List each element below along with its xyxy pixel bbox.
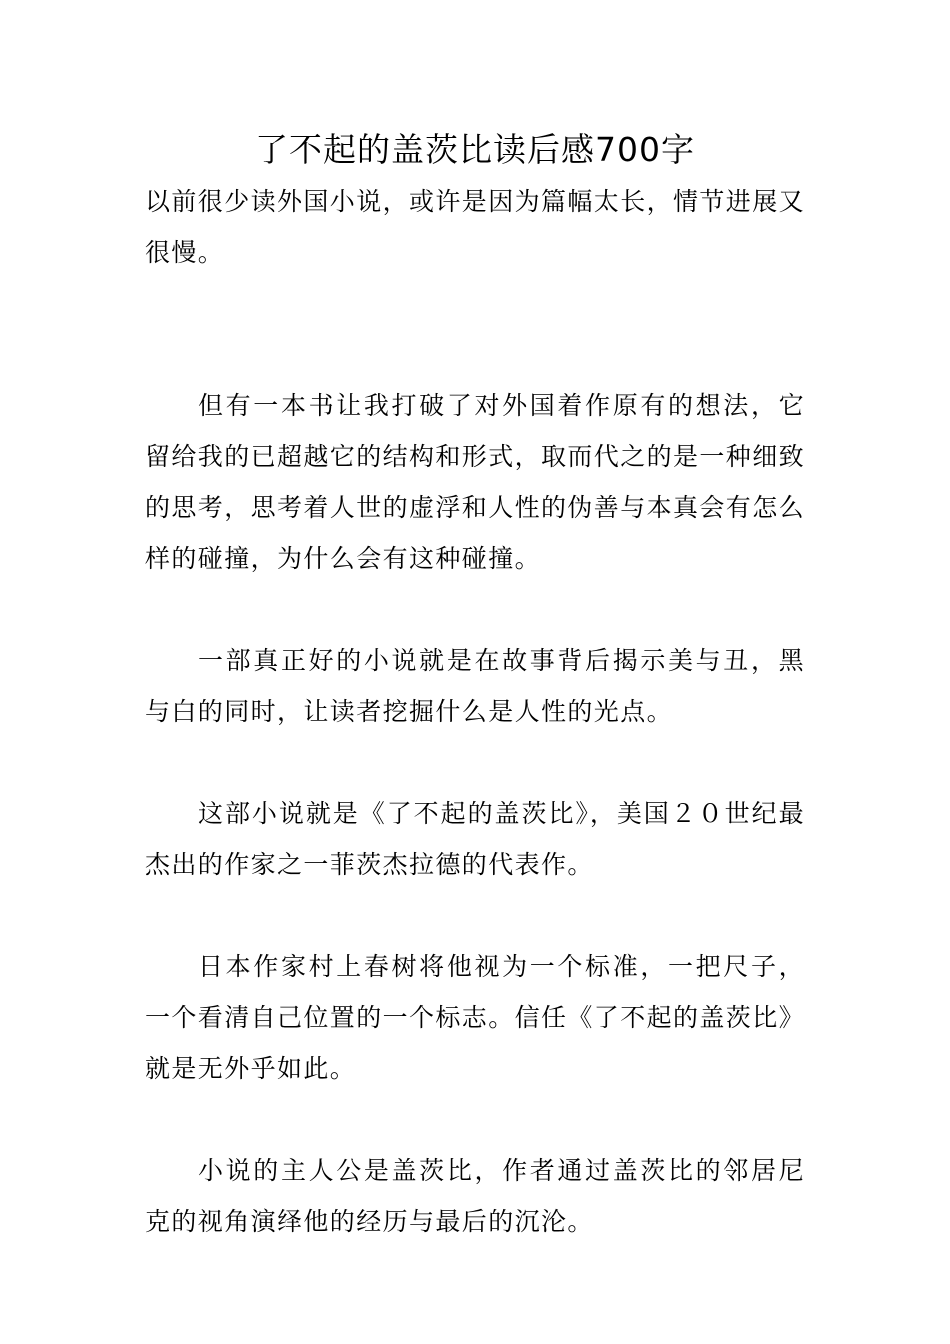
paragraph-4: 这部小说就是《了不起的盖茨比》，美国２０世纪最杰出的作家之一菲茨杰拉德的代表作。 [145, 799, 805, 879]
document-body [145, 176, 805, 1247]
paragraph-3: 一部真正好的小说就是在故事背后揭示美与丑，黑与白的同时，让读者挖掘什么是人性的光点。 [145, 646, 805, 726]
paragraph-spacer [145, 584, 805, 635]
document-title: 了不起的盖茨比读后感700字 [255, 130, 695, 169]
paragraph-6: 小说的主人公是盖茨比，作者通过盖茨比的邻居尼克的视角演绎他的经历与最后的沉沦。 [145, 1156, 805, 1236]
paragraph-spacer [145, 890, 805, 941]
paragraph-spacer [145, 329, 805, 380]
paragraph-2: 但有一本书让我打破了对外国着作原有的想法，它留给我的已超越它的结构和形式，取而代之的是一种细致的思考，思考着人世的虚浮和人性的伪善与本真会有怎么样的碰撞，为什么会有这种碰撞。 [145, 391, 806, 573]
paragraph-spacer [145, 1094, 805, 1145]
paragraph-1: 以前很少读外国小说，或许是因为篇幅太长，情节进展又很慢。 [145, 187, 806, 267]
paragraph-spacer [145, 278, 805, 329]
paragraph-spacer [145, 737, 805, 788]
paragraph-5: 日本作家村上春树将他视为一个标准，一把尺子，一个看清自己位置的一个标志。信任《了不起的盖茨比》就是无外乎如此。 [145, 952, 806, 1083]
